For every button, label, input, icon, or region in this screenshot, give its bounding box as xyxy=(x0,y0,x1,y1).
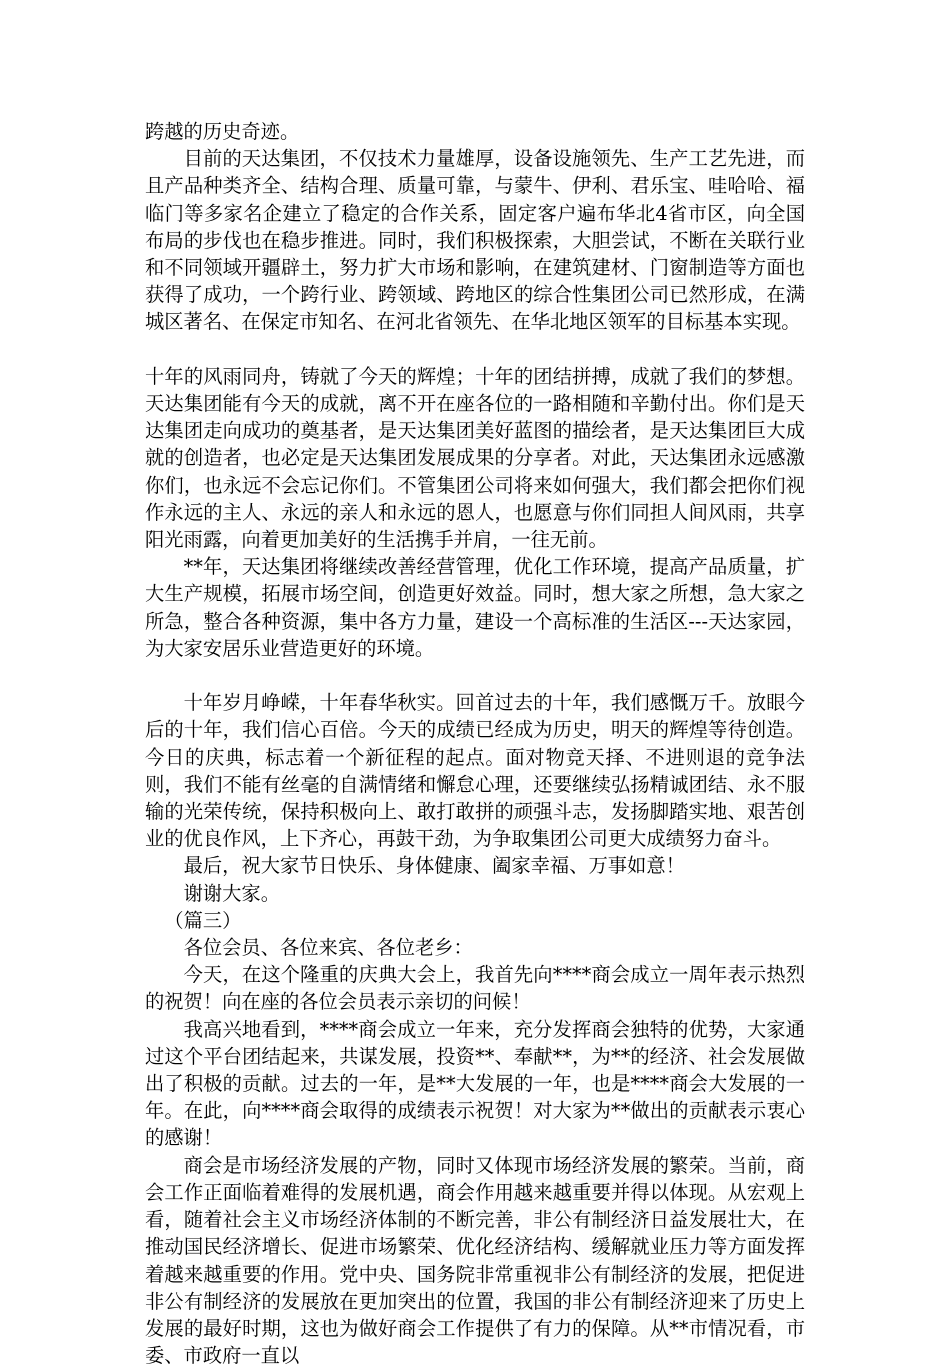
paragraph-5: 十年岁月峥嵘，十年春华秋实。回首过去的十年，我们感慨万千。放眼今后的十年，我们信心百倍。今天的成绩已经成为历史，明天的辉煌等待创造。今日的庆典，标志着一个新征程的起点。面对物竞天择、不进则退的竞争法则，我们不能有丝毫的自满情绪和懈怠心理，还要继续弘扬精诚团结、永不服输的光荣传统，保持积极向上、敢打敢拼的顽强斗志，发扬脚踏实地、艰苦创业的优良作风，上下齐心，再鼓干劲，为争取集团公司更大成绩努力奋斗。 xyxy=(145,691,805,851)
paragraph-1: 跨越的历史奇迹。 xyxy=(145,120,300,143)
paragraph-6: 最后，祝大家节日快乐、身体健康、阖家幸福、万事如意！ xyxy=(183,854,685,878)
section-heading: （篇三） xyxy=(164,908,242,932)
blank-line xyxy=(145,336,805,363)
blank-line xyxy=(145,662,805,689)
paragraph-9: 我高兴地看到，****商会成立一年来，充分发挥商会独特的优势，大家通过这个平台团结起来，共谋发展，投资**、奉献**，为**的经济、社会发展做出了积极的贡献。过去的一年，是**大发展的一年，也是****商会大发展的一年。在此，向****商会取得的成绩表示祝贺！对大家为**做出的贡献表示衷心的感谢！ xyxy=(145,1017,805,1150)
paragraph-3: 十年的风雨同舟，铸就了今天的辉煌；十年的团结拼搏，成就了我们的梦想。天达集团能有今天的成就，离不开在座各位的一路相随和辛勤付出。你们是天达集团走向成功的奠基者，是天达集团美好蓝图的描绘者，是天达集团巨大成就的创造者，也必定是天达集团发展成果的分享者。对此，天达集团永远感激你们，也永远不会忘记你们。不管集团公司将来如何强大，我们都会把你们视作永远的主人、永远的亲人和永远的恩人，也愿意与你们同担人间风雨，共享阳光雨露，向着更加美好的生活携手并肩，一往无前。 xyxy=(145,364,805,552)
paragraph-4: **年，天达集团将继续改善经营管理，优化工作环境，提高产品质量，扩大生产规模，拓展市场空间，创造更好效益。同时，想大家之所想，急大家之所急，整合各种资源，集中各方力量，建设一个高标准的生活区---天达家园，为大家安居乐业营造更好的环境。 xyxy=(145,555,805,660)
paragraph-10: 商会是市场经济发展的产物，同时又体现市场经济发展的繁荣。当前，商会工作正面临着难得的发展机遇，商会作用越来越重要并得以体现。从宏观上看，随着社会主义市场经济体制的不断完善，非公有制经济日益发展壮大，在推动国民经济增长、促进市场繁荣、优化经济结构、缓解就业压力等方面发挥着越来越重要的作用。党中央、国务院非常重视非公有制经济的发展，把促进非公有制经济的发展放在更加突出的位置，我国的非公有制经济迎来了历史上发展的最好时期，这也为做好商会工作提供了有力的保障。从**市情况看，市委、市政府一直以 xyxy=(145,1153,805,1368)
paragraph-salutation: 各位会员、各位来宾、各位老乡： xyxy=(183,936,473,960)
paragraph-2: 目前的天达集团，不仅技术力量雄厚，设备设施领先、生产工艺先进，而且产品种类齐全、结构合理、质量可靠，与蒙牛、伊利、君乐宝、哇哈哈、福临门等多家名企建立了稳定的合作关系，固定客户遍布华北4省市区，向全国布局的步伐也在稳步推进。同时，我们积极探索，大胆尝试，不断在关联行业和不同领域开疆辟土，努力扩大市场和影响，在建筑建材、门窗制造等方面也获得了成功，一个跨行业、跨领域、跨地区的综合性集团公司已然形成，在满城区著名、在保定市知名、在河北省领先、在华北地区领军的目标基本实现。 xyxy=(145,147,805,334)
document-body xyxy=(145,118,805,1369)
paragraph-7: 谢谢大家。 xyxy=(183,881,280,905)
paragraph-8: 今天，在这个隆重的庆典大会上，我首先向****商会成立一周年表示热烈的祝贺！向在座的各位会员表示亲切的问候！ xyxy=(145,963,805,1014)
